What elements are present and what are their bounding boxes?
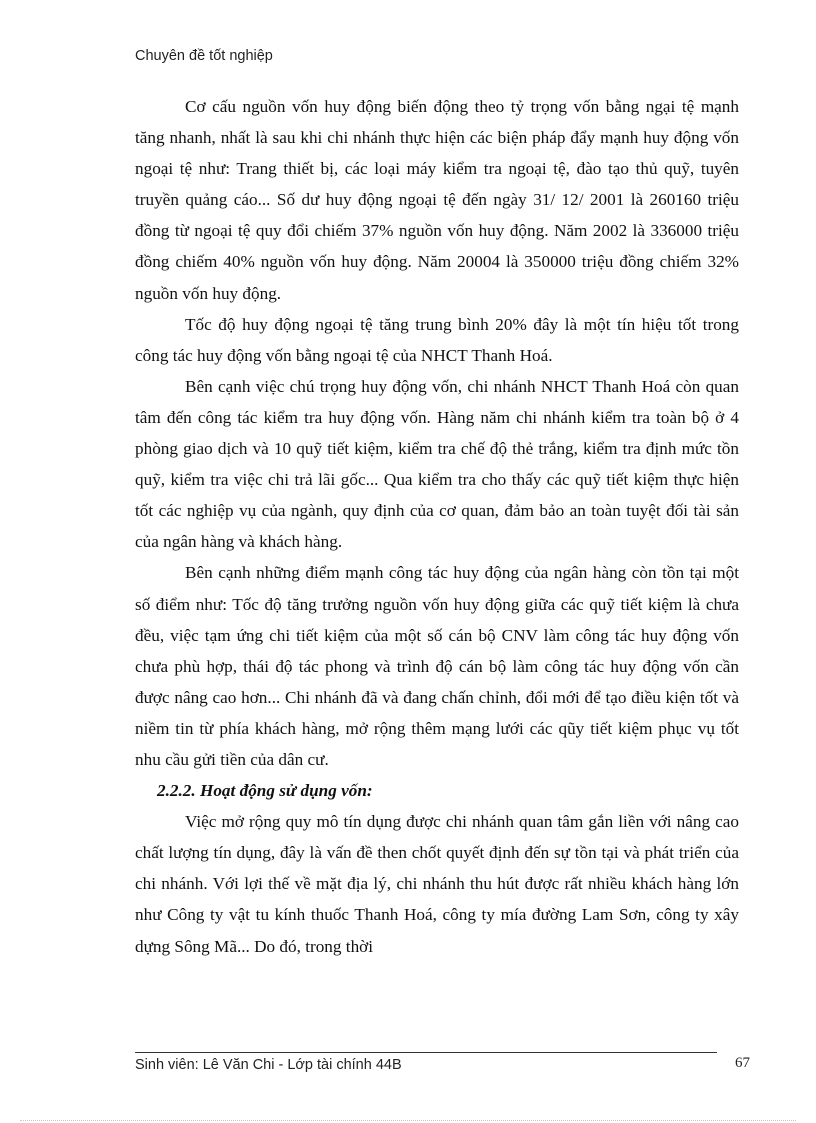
document-body xyxy=(135,91,739,962)
running-header: Chuyên đề tốt nghiệp xyxy=(135,48,273,64)
paragraph-foreign-currency-structure: Cơ cấu nguồn vốn huy động biến động theo tỷ trọng vốn bằng ngại tệ mạnh tăng nhanh, nhất là sau khi chi nhánh thực hiện các biện pháp đẩy mạnh huy động vốn ngoại tệ như: Trang thiết bị, các loại máy kiểm tra ngoại tệ, đào tạo thủ quỹ, tuyên truyền quảng cáo... Số dư huy động ngoại tệ đến ngày 31/ 12/ 2001 là 260160 triệu đồng từ ngoại tệ quy đổi chiếm 37% nguồn vốn huy động. Năm 2002 là 336000 triệu đồng chiếm 40% nguồn vốn huy động. Năm 20004 là 350000 triệu đồng chiếm 32% nguồn vốn huy động. xyxy=(135,97,739,303)
section-heading: 2.2.2. Hoạt động sử dụng vốn: xyxy=(157,781,373,801)
page-bottom-border xyxy=(20,1120,796,1121)
footer-author: Sinh viên: Lê Văn Chi - Lớp tài chính 44B xyxy=(135,1057,402,1073)
paragraph-growth-rate: Tốc độ huy động ngoại tệ tăng trung bình 20% đây là một tín hiệu tốt trong công tác huy động vốn bằng ngoại tệ của NHCT Thanh Hoá. xyxy=(135,314,739,365)
paragraph-inspection: Bên cạnh việc chú trọng huy động vốn, chi nhánh NHCT Thanh Hoá còn quan tâm đến công tác kiểm tra huy động vốn. Hàng năm chi nhánh kiểm tra toàn bộ ở 4 phòng giao dịch và 10 quỹ tiết kiệm, kiểm tra chế độ thẻ trắng, kiểm tra định mức tồn quỹ, kiểm tra việc chi trả lãi gốc... Qua kiểm tra cho thấy các quỹ tiết kiệm thực hiện tốt các nghiệp vụ của ngành, quy định của cơ quan, đảm bảo an toàn tuyệt đối tài sản của ngân hàng và khách hàng. xyxy=(135,376,739,552)
footer-divider xyxy=(135,1052,717,1053)
paragraph-credit-expansion: Việc mở rộng quy mô tín dụng được chi nhánh quan tâm gắn liền với nâng cao chất lượng tín dụng, đây là vấn đề then chốt quyết định đến sự tồn tại và phát triển của chi nhánh. Với lợi thế về mặt địa lý, chi nhánh thu hút được rất nhiều khách hàng lớn như Công ty vật tu kính thuốc Thanh Hoá, công ty mía đường Lam Sơn, công ty xây dựng Sông Mã... Do đó, trong thời xyxy=(135,812,739,956)
page-number: 67 xyxy=(735,1055,750,1071)
paragraph-weaknesses: Bên cạnh những điểm mạnh công tác huy động của ngân hàng còn tồn tại một số điểm như: Tốc độ tăng trưởng nguồn vốn huy động giữa các quỹ tiết kiệm là chưa đều, việc tạm ứng chi tiết kiệm của một số cán bộ CNV làm công tác huy động vốn chưa phù hợp, thái độ tác phong và trình độ cán bộ làm công tác huy động vốn cần được nâng cao hơn... Chi nhánh đã và đang chấn chỉnh, đổi mới để tạo điều kiện tốt và niềm tin từ phía khách hàng, mở rộng thêm mạng lưới các qũy tiết kiệm phục vụ tốt nhu cầu gửi tiền của dân cư. xyxy=(135,563,739,769)
